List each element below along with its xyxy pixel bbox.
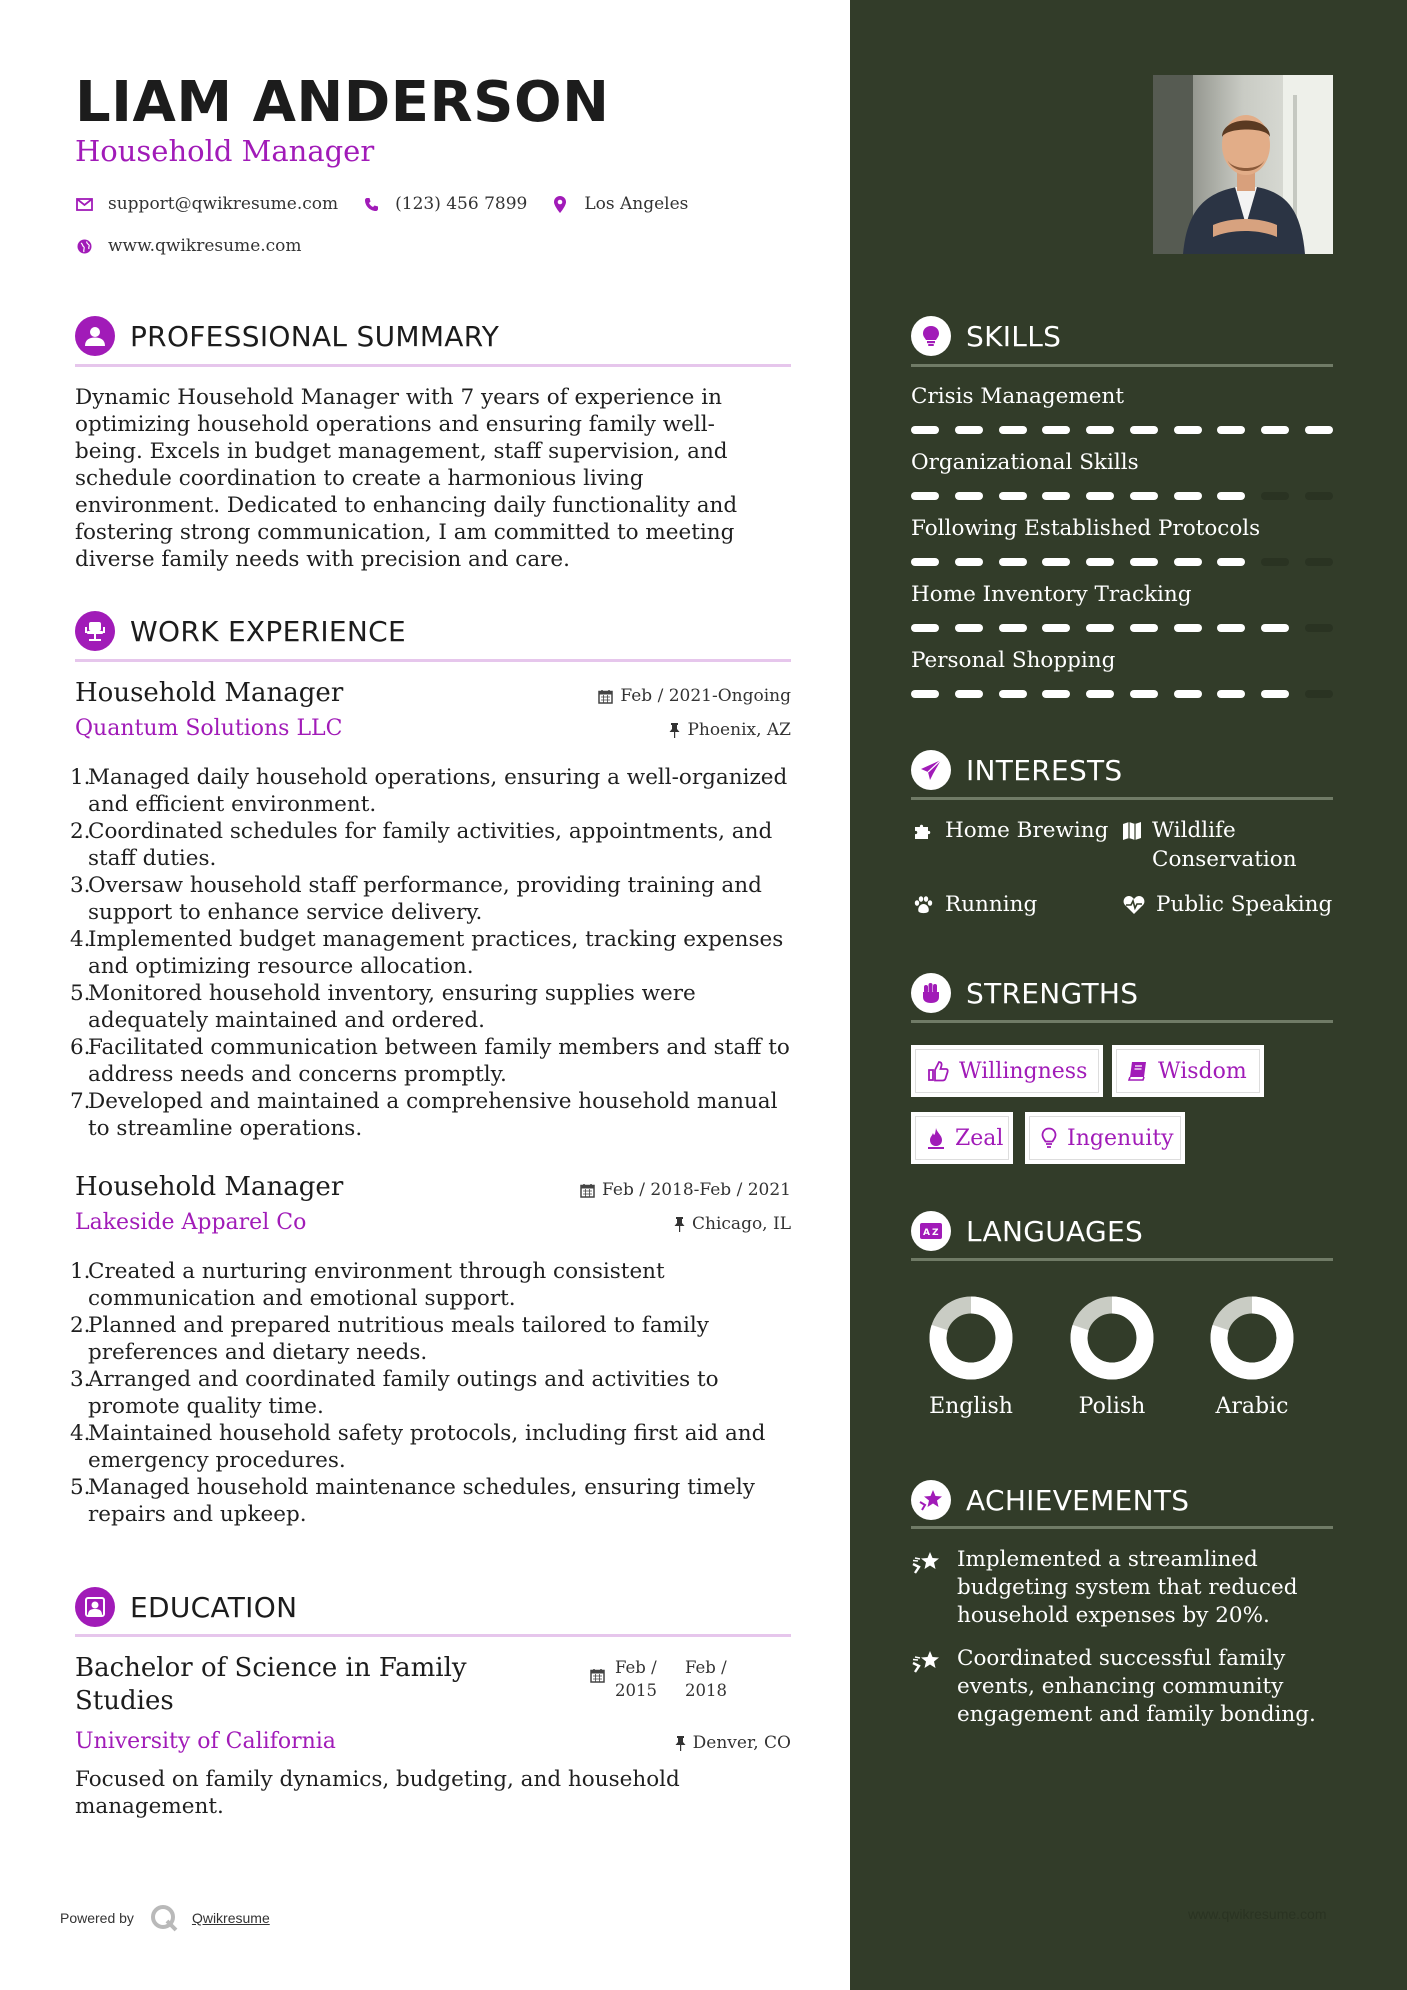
skill-dash-filled xyxy=(1174,558,1202,566)
skill-dash-empty xyxy=(1305,558,1333,566)
skill-dash-filled xyxy=(1042,426,1070,434)
skill-dash-filled xyxy=(999,558,1027,566)
interest-label: Running xyxy=(945,892,1038,917)
summary-divider xyxy=(75,364,791,367)
skill-level-bar xyxy=(911,492,1333,500)
achievements-divider xyxy=(911,1526,1333,1529)
skill-dash-filled xyxy=(1086,558,1114,566)
job-bullet: 2. Planned and prepared nutritious meals tailored to family preferences and dietary needs. xyxy=(70,1313,709,1365)
edu-location-text: Denver, CO xyxy=(692,1733,791,1753)
language-name: Arabic xyxy=(1215,1394,1289,1419)
job-company: Quantum Solutions LLC xyxy=(75,716,343,741)
job-entry xyxy=(70,678,791,1148)
sidebar xyxy=(850,0,1407,1990)
skill-dash-filled xyxy=(1305,426,1333,434)
skill-dash-filled xyxy=(1086,426,1114,434)
experience-divider xyxy=(75,659,791,662)
job-bullet: 3. Oversaw household staff performance, providing training and support to enhance service delivery. xyxy=(70,873,762,925)
interests-title: INTERESTS xyxy=(966,753,1123,787)
interest-item xyxy=(1122,890,1332,919)
strength-badge xyxy=(1112,1045,1264,1097)
skill-dash-filled xyxy=(999,492,1027,500)
skill-name: Home Inventory Tracking xyxy=(911,582,1192,607)
skill-dash-filled xyxy=(1130,426,1158,434)
summary-text: Dynamic Household Manager with 7 years of experience in optimizing household operations and ensuring family well-being. Excels in budget management, staff supervision, and schedule coordination to create a harmonious living environment. Dedicated to enhancing daily functionality and fostering strong communication, I am committed to meeting diverse family needs with precision and care. xyxy=(75,385,738,572)
skill-dash-filled xyxy=(1042,690,1070,698)
skill-dash-filled xyxy=(1130,492,1158,500)
paw-icon xyxy=(911,890,935,919)
contact-row xyxy=(75,194,712,214)
star-hand-icon xyxy=(911,1546,945,1630)
achievement-text: Implemented a streamlined budgeting system that reduced household expenses by 20%. xyxy=(957,1547,1298,1628)
lightbulb-icon xyxy=(1041,1127,1057,1149)
interest-item xyxy=(911,890,1037,919)
skill-dash-filled xyxy=(999,624,1027,632)
skill-level-bar xyxy=(911,558,1333,566)
strength-badge xyxy=(1025,1112,1185,1164)
skill-dash-filled xyxy=(1261,690,1289,698)
job-bullet: 7. Developed and maintained a comprehensive household manual to streamline operations. xyxy=(70,1089,778,1141)
edu-dates xyxy=(590,1656,727,1702)
candidate-title: Household Manager xyxy=(75,134,375,168)
skill-dash-filled xyxy=(955,624,983,632)
languages-title: LANGUAGES xyxy=(966,1214,1144,1248)
user-icon xyxy=(75,316,115,356)
contact-email[interactable]: support@qwikresume.com xyxy=(108,194,339,214)
interest-label: Wildlife Conservation xyxy=(1152,818,1297,872)
job-bullets xyxy=(70,1258,791,1528)
job-date-text: Feb / 2018-Feb / 2021 xyxy=(602,1180,791,1200)
languages-heading xyxy=(911,1211,1143,1251)
calendar-icon xyxy=(598,689,613,704)
skill-dash-empty xyxy=(1261,492,1289,500)
language-name: Polish xyxy=(1078,1394,1146,1419)
edu-start xyxy=(615,1656,685,1702)
achievements-title: ACHIEVEMENTS xyxy=(966,1483,1190,1517)
skill-level-bar xyxy=(911,426,1333,434)
paper-plane-icon xyxy=(911,750,951,790)
skill-dash-filled xyxy=(1042,558,1070,566)
job-title: Household Manager xyxy=(75,678,344,708)
contact-location: Los Angeles xyxy=(584,194,689,214)
skill-name: Following Established Protocols xyxy=(911,516,1261,541)
job-date xyxy=(598,686,791,706)
summary-heading xyxy=(75,316,499,356)
job-bullet: 4. Maintained household safety protocols, including first aid and emergency procedures. xyxy=(70,1421,766,1473)
strength-badge xyxy=(911,1112,1013,1164)
job-location xyxy=(674,1214,791,1234)
contact-row-web xyxy=(75,236,326,256)
heartbeat-icon xyxy=(1122,890,1146,919)
fire-icon xyxy=(927,1127,945,1149)
qwikresume-logo-icon xyxy=(150,1904,180,1932)
job-bullets xyxy=(70,764,791,1142)
skill-level-bar xyxy=(911,624,1333,632)
skill-dash-filled xyxy=(911,558,939,566)
job-date-text: Feb / 2021-Ongoing xyxy=(620,686,791,706)
skill-dash-empty xyxy=(1261,558,1289,566)
interests-heading xyxy=(911,750,1123,790)
puzzle-icon xyxy=(911,816,935,845)
candidate-name: LIAM ANDERSON xyxy=(75,70,610,135)
job-company: Lakeside Apparel Co xyxy=(75,1210,307,1235)
experience-heading xyxy=(75,611,406,651)
job-location-text: Phoenix, AZ xyxy=(687,720,791,740)
strength-label: Wisdom xyxy=(1158,1058,1247,1084)
contact-phone[interactable]: (123) 456 7899 xyxy=(395,194,528,214)
skills-divider xyxy=(911,364,1333,367)
pushpin-icon xyxy=(675,1736,686,1751)
skill-dash-filled xyxy=(1261,624,1289,632)
skill-dash-filled xyxy=(1086,690,1114,698)
summary-title: PROFESSIONAL SUMMARY xyxy=(130,319,500,353)
job-location-text: Chicago, IL xyxy=(692,1214,791,1234)
skill-dash-filled xyxy=(1130,690,1158,698)
skill-dash-filled xyxy=(955,690,983,698)
edu-end-year: 2018 xyxy=(685,1681,727,1700)
fist-icon xyxy=(911,973,951,1013)
job-bullet: 5. Managed household maintenance schedules, ensuring timely repairs and upkeep. xyxy=(70,1475,755,1527)
strengths-heading xyxy=(911,973,1138,1013)
pushpin-icon xyxy=(669,723,680,738)
language-level-ring xyxy=(1207,1293,1297,1383)
skill-dash-filled xyxy=(1130,624,1158,632)
edu-university: University of California xyxy=(75,1729,336,1754)
job-date xyxy=(580,1180,791,1200)
svg-text:A: A xyxy=(923,1228,930,1238)
skill-dash-filled xyxy=(1174,492,1202,500)
svg-text:Z: Z xyxy=(932,1228,939,1238)
edu-degree: Bachelor of Science in Family Studies xyxy=(75,1653,467,1716)
calendar-icon xyxy=(580,1183,595,1198)
language-name: English xyxy=(929,1394,1013,1419)
map-icon xyxy=(1122,816,1142,874)
strengths-divider xyxy=(911,1020,1333,1023)
skills-title: SKILLS xyxy=(966,319,1062,353)
skill-name: Organizational Skills xyxy=(911,450,1139,475)
calendar-icon xyxy=(590,1668,605,1702)
job-bullet: 2. Coordinated schedules for family activities, appointments, and staff duties. xyxy=(70,819,773,871)
experience-title: WORK EXPERIENCE xyxy=(130,614,406,648)
globe-icon xyxy=(75,237,93,255)
envelope-icon xyxy=(75,195,93,213)
achievement-text: Coordinated successful family events, enhancing community engagement and family bonding. xyxy=(957,1646,1316,1727)
job-title: Household Manager xyxy=(75,1172,344,1202)
edu-location xyxy=(675,1733,791,1753)
edu-start-year: 2015 xyxy=(615,1681,657,1700)
contact-website[interactable]: www.qwikresume.com xyxy=(108,236,302,256)
skill-dash-filled xyxy=(1217,492,1245,500)
skills-heading xyxy=(911,316,1061,356)
skill-level-bar xyxy=(911,690,1333,698)
skill-dash-empty xyxy=(1305,624,1333,632)
skill-dash-filled xyxy=(1086,492,1114,500)
skill-dash-filled xyxy=(999,426,1027,434)
skill-dash-filled xyxy=(1042,624,1070,632)
skill-dash-filled xyxy=(999,690,1027,698)
strength-label: Zeal xyxy=(955,1125,1004,1151)
book-icon xyxy=(1128,1061,1148,1081)
skill-dash-filled xyxy=(911,690,939,698)
achievement-item xyxy=(911,1546,1341,1630)
map-marker-icon xyxy=(551,195,569,213)
skill-dash-filled xyxy=(1042,492,1070,500)
edu-description: Focused on family dynamics, budgeting, and household management. xyxy=(75,1767,680,1819)
skill-dash-empty xyxy=(1305,690,1333,698)
language-icon xyxy=(911,1211,951,1251)
interest-item xyxy=(1122,816,1312,874)
job-bullet: 3. Arranged and coordinated family outings and activities to promote quality time. xyxy=(70,1367,719,1419)
skill-dash-filled xyxy=(1217,558,1245,566)
graduate-icon xyxy=(75,1587,115,1627)
skill-dash-filled xyxy=(1086,624,1114,632)
job-bullet: 5. Monitored household inventory, ensuring supplies were adequately maintained and ordered. xyxy=(70,981,696,1033)
phone-icon xyxy=(362,195,380,213)
strength-label: Willingness xyxy=(959,1058,1088,1084)
strength-label: Ingenuity xyxy=(1067,1125,1174,1151)
skill-dash-filled xyxy=(955,426,983,434)
skill-dash-filled xyxy=(1174,624,1202,632)
skill-name: Crisis Management xyxy=(911,384,1124,409)
star-hand-icon xyxy=(911,1645,945,1729)
language-level-ring xyxy=(926,1293,1016,1383)
edu-end xyxy=(685,1656,727,1702)
skill-dash-filled xyxy=(1217,426,1245,434)
strengths-title: STRENGTHS xyxy=(966,976,1139,1010)
job-bullet: 1. Created a nurturing environment through consistent communication and emotional support. xyxy=(70,1259,665,1311)
pushpin-icon xyxy=(674,1217,685,1232)
footer-powered xyxy=(60,1904,270,1932)
skill-dash-empty xyxy=(1305,492,1333,500)
achievements-heading xyxy=(911,1480,1189,1520)
powered-by-text: Powered by xyxy=(60,1910,134,1926)
skill-dash-filled xyxy=(1261,426,1289,434)
job-entry xyxy=(70,1172,791,1552)
strength-badge xyxy=(911,1045,1103,1097)
achievement-item xyxy=(911,1645,1341,1729)
skill-dash-filled xyxy=(911,624,939,632)
skill-dash-filled xyxy=(1174,690,1202,698)
languages-divider xyxy=(911,1258,1333,1261)
skill-dash-filled xyxy=(1174,426,1202,434)
skill-dash-filled xyxy=(955,558,983,566)
skill-dash-filled xyxy=(955,492,983,500)
thumbs-up-icon xyxy=(927,1060,949,1082)
education-divider xyxy=(75,1634,791,1637)
job-bullet: 1. Managed daily household operations, ensuring a well-organized and efficient environment. xyxy=(70,765,788,817)
skill-dash-filled xyxy=(1130,558,1158,566)
footer-url: www.qwikresume.com xyxy=(1188,1906,1327,1922)
interests-divider xyxy=(911,797,1333,800)
office-chair-icon xyxy=(75,611,115,651)
skill-name: Personal Shopping xyxy=(911,648,1116,673)
interest-item xyxy=(911,816,1108,845)
profile-photo xyxy=(1153,75,1333,254)
interest-label: Public Speaking xyxy=(1156,892,1333,917)
job-bullet: 6. Facilitated communication between family members and staff to address needs and concerns promptly. xyxy=(70,1035,790,1087)
lightbulb-icon xyxy=(911,316,951,356)
skill-dash-filled xyxy=(1217,690,1245,698)
language-level-ring xyxy=(1067,1293,1157,1383)
edu-start-month: Feb / xyxy=(615,1658,657,1677)
interest-label: Home Brewing xyxy=(945,818,1109,843)
job-location xyxy=(669,720,791,740)
edu-end-month: Feb / xyxy=(685,1658,727,1677)
footer-brand-link[interactable]: Qwikresume xyxy=(191,1910,270,1926)
education-heading xyxy=(75,1587,297,1627)
skill-dash-filled xyxy=(911,492,939,500)
education-title: EDUCATION xyxy=(130,1590,298,1624)
skill-dash-filled xyxy=(911,426,939,434)
star-hand-icon xyxy=(911,1480,951,1520)
skill-dash-filled xyxy=(1217,624,1245,632)
job-bullet: 4. Implemented budget management practices, tracking expenses and optimizing resource allocation. xyxy=(70,927,784,979)
